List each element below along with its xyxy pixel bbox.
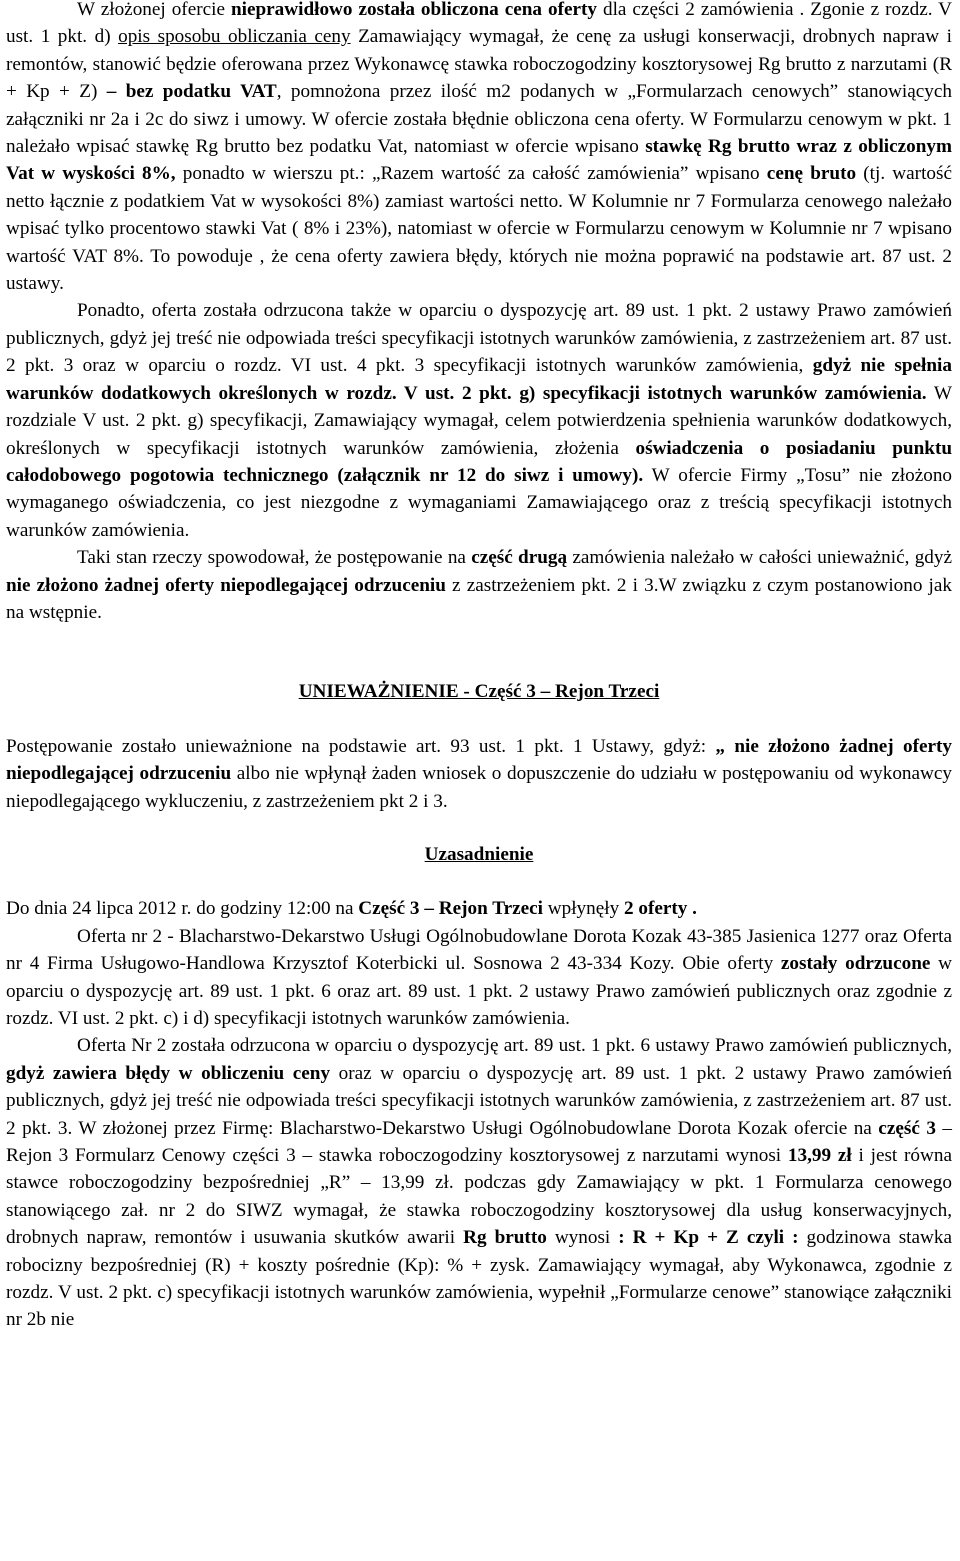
bold-text: zostały odrzucone <box>780 953 931 975</box>
bold-text: oświadczenia o posiadaniu punktu całodobowego pogotowia technicznego (załącznik nr 12 do siwz i umowy). <box>6 437 953 486</box>
bold-text: 2 oferty . <box>623 898 697 920</box>
paragraph-offers-received <box>6 895 952 922</box>
bold-text: nieprawidłowo została obliczona cena oferty <box>230 0 598 20</box>
bold-text: – bez podatku VAT <box>106 81 277 103</box>
section-title <box>6 678 952 705</box>
bold-text: 13,99 zł <box>787 1145 852 1167</box>
text: Oferta Nr 2 została odrzucona w oparciu o dyspozycję art. 89 ust. 1 pkt. 6 ustawy Prawo zamówień publicznych, <box>77 1035 952 1057</box>
paragraph-part2-rejection <box>6 297 952 544</box>
text: W ofercie Firmy „Tosu” nie złożono wymaganego oświadczenia, co jest niezgodne z wymaganiami Zamawiającego oraz z treścią specyfikacji istotnych warunków zamówienia. <box>6 464 953 541</box>
text: Oferta nr 2 - Blacharstwo-Dekarstwo Usługi Ogólnobudowlane Dorota Kozak 43-385 Jasienica 1277 oraz Oferta nr 4 Firma Usługowo-Handlowa Krzysztof Koterbicki ul. Sosnowa 2 43-334 Kozy. Obie oferty <box>6 925 952 975</box>
text: Ponadto, oferta została odrzucona także w oparciu o dyspozycję art. 89 ust. 1 pkt. 2 ustawy Prawo zamówień publicznych, gdyż jej treść nie odpowiada treści specyfikacji istotnych warunków zamówienia, z zastrzeżeniem art. 87 ust. 2 pkt. 3 oraz w oparciu o rozdz. VI ust. 4 pkt. 3 specyfikacji istotnych warunków zamówienia, <box>6 300 952 377</box>
bold-text: cenę bruto <box>766 163 857 185</box>
paragraph-part2-price-error <box>6 0 952 297</box>
paragraph-part3-annulment <box>6 733 952 815</box>
text: dla części 2 zamówienia . Zgonie z rozdz. V ust. 1 pkt. d) <box>6 0 952 48</box>
bold-text: część drugą <box>471 547 568 569</box>
section-title-text: UNIEWAŻNIENIE - Część 3 – Rejon Trzeci <box>298 681 660 703</box>
paragraph-part2-conclusion <box>6 544 952 626</box>
bold-text: nie złożono żadnej oferty niepodlegającej odrzuceniu <box>6 574 446 596</box>
paragraph-offers-rejected <box>6 923 952 1033</box>
text: Postępowanie zostało unieważnione na podstawie art. 93 ust. 1 pkt. 1 Ustawy, gdyż: <box>6 735 716 757</box>
text: W rozdziale V ust. 2 pkt. g) specyfikacji, Zamawiający wymagał, celem potwierdzenia spełnienia warunków dodatkowych, określonych w specyfikacji istotnych warunków zamówienia, złożenia <box>6 382 952 459</box>
bold-text: stawkę Rg brutto wraz z obliczonym Vat w wyskości 8%, <box>6 136 952 185</box>
text: wpłynęły <box>542 898 624 920</box>
text: i jest równa stawce roboczogodziny bezpośredniej „R” – 13,99 zł. podczas gdy Zamawiający w pkt. 1 Formularza cenowego stanowiącego zał. nr 2 do SIWZ wymagał, że stawka roboczogodziny kosztorysowej dla usług konserwacyjnych, drobnych napraw, remontów i usuwania skutków awarii <box>6 1145 952 1249</box>
subsection-title <box>6 841 952 868</box>
text: Do dnia 24 lipca 2012 r. do godziny 12:00 na <box>6 898 359 920</box>
text: – Rejon 3 Formularz Cenowy części 3 – stawka roboczogodziny kosztorysowej z narzutami wynosi <box>6 1117 953 1167</box>
subsection-title-text: Uzasadnienie <box>424 843 534 865</box>
bold-text: Rg brutto <box>463 1227 547 1249</box>
text: Taki stan rzeczy spowodował, że postępowanie na <box>77 547 472 569</box>
bold-text: : R + Kp + Z czyli : <box>618 1227 799 1249</box>
paragraph-offer2-details <box>6 1032 952 1333</box>
text: albo nie wpłynął żaden wniosek o dopuszczenie do udziału w postępowaniu od wykonawcy niepodlegającego wykluczeniu, z zastrzeżeniem pkt 2 i 3. <box>6 763 952 812</box>
bold-text: „ nie złożono żadnej oferty niepodlegającej odrzuceniu <box>6 735 952 785</box>
text: , pomnożona przez ilość m2 podanych w „Formularzach cenowych” stanowiących załączniki nr 2a i 2c do siwz i umowy. W ofercie została błędnie obliczona cena oferty. W Formularzu cenowym w pkt. 1 należało wpisać stawkę Rg brutto bez podatku Vat, natomiast w ofercie wpisano <box>6 81 953 158</box>
text: zamówienia należało w całości unieważnić, gdyż <box>567 547 952 569</box>
text: oraz w oparciu o dyspozycję art. 89 ust. 1 pkt. 2 ustawy Prawo zamówień publicznych, gdyż jej treść nie odpowiada treści specyfikacji istotnych warunków zamówienia, z zastrzeżeniem art. 87 ust. 2 pkt. 3. W złożonej przez Firmę: Blacharstwo-Dekarstwo Usługi Ogólnobudowlane Dorota Kozak ofercie na <box>6 1062 952 1139</box>
text: w oparciu o dyspozycję art. 89 ust. 1 pkt. 6 oraz art. 89 ust. 1 pkt. 2 ustawy Prawo zamówień publicznych oraz zgodnie z rozdz. VI ust. 2 pkt. c) i d) specyfikacji istotnych warunków zamówienia. <box>6 953 952 1029</box>
text: Zamawiający wymagał, że cenę za usługi konserwacji, drobnych napraw i remontów, stanowić będzie oferowana przez Wykonawcę stawka roboczogodziny kosztorysowej Rg brutto z narzutami (R + Kp + Z) <box>6 26 952 103</box>
text: W złożonej ofercie <box>77 0 231 20</box>
bold-text: gdyż nie spełnia warunków dodatkowych określonych w rozdz. V ust. 2 pkt. g) specyfikacji istotnych warunków zamówienia. <box>6 355 952 404</box>
text: (tj. wartość netto łącznie z podatkiem Vat w wysokości 8%) zamiast wartości netto. W Kolumnie nr 7 Formularza cenowego należało wpisać tylko procentowo stawki Vat ( 8% i 23%), natomiast w ofercie w Formularzu cenowym w Kolumnie nr 7 wpisano wartość VAT 8%. To powoduje , że cena oferty zawiera błędy, których nie można poprawić na podstawie art. 87 ust. 2 ustawy. <box>6 163 952 295</box>
bold-text: Część 3 – Rejon Trzeci <box>358 898 543 920</box>
text: ponadto w wierszu pt.: „Razem wartość za całość zamówienia” wpisano <box>175 163 767 185</box>
bold-text: część 3 <box>878 1117 936 1139</box>
text: wynosi <box>546 1227 619 1249</box>
underlined-text: opis sposobu obliczania ceny <box>118 26 351 48</box>
text: godzinowa stawka robocizny bezpośredniej (R) + koszty pośrednie (Kp): % + zysk. Zamawiający wymagał, aby Wykonawca, zgodnie z rozdz. V ust. 2 pkt. c) specyfikacji istotnych warunków zamówienia, wypełnił „Formularze cenowe” stanowiące załączniki nr 2b nie <box>6 1227 953 1331</box>
bold-text: gdyż zawiera błędy w obliczeniu ceny <box>6 1062 331 1084</box>
text: z zastrzeżeniem pkt. 2 i 3.W związku z czym postanowiono jak na wstępnie. <box>6 574 953 623</box>
